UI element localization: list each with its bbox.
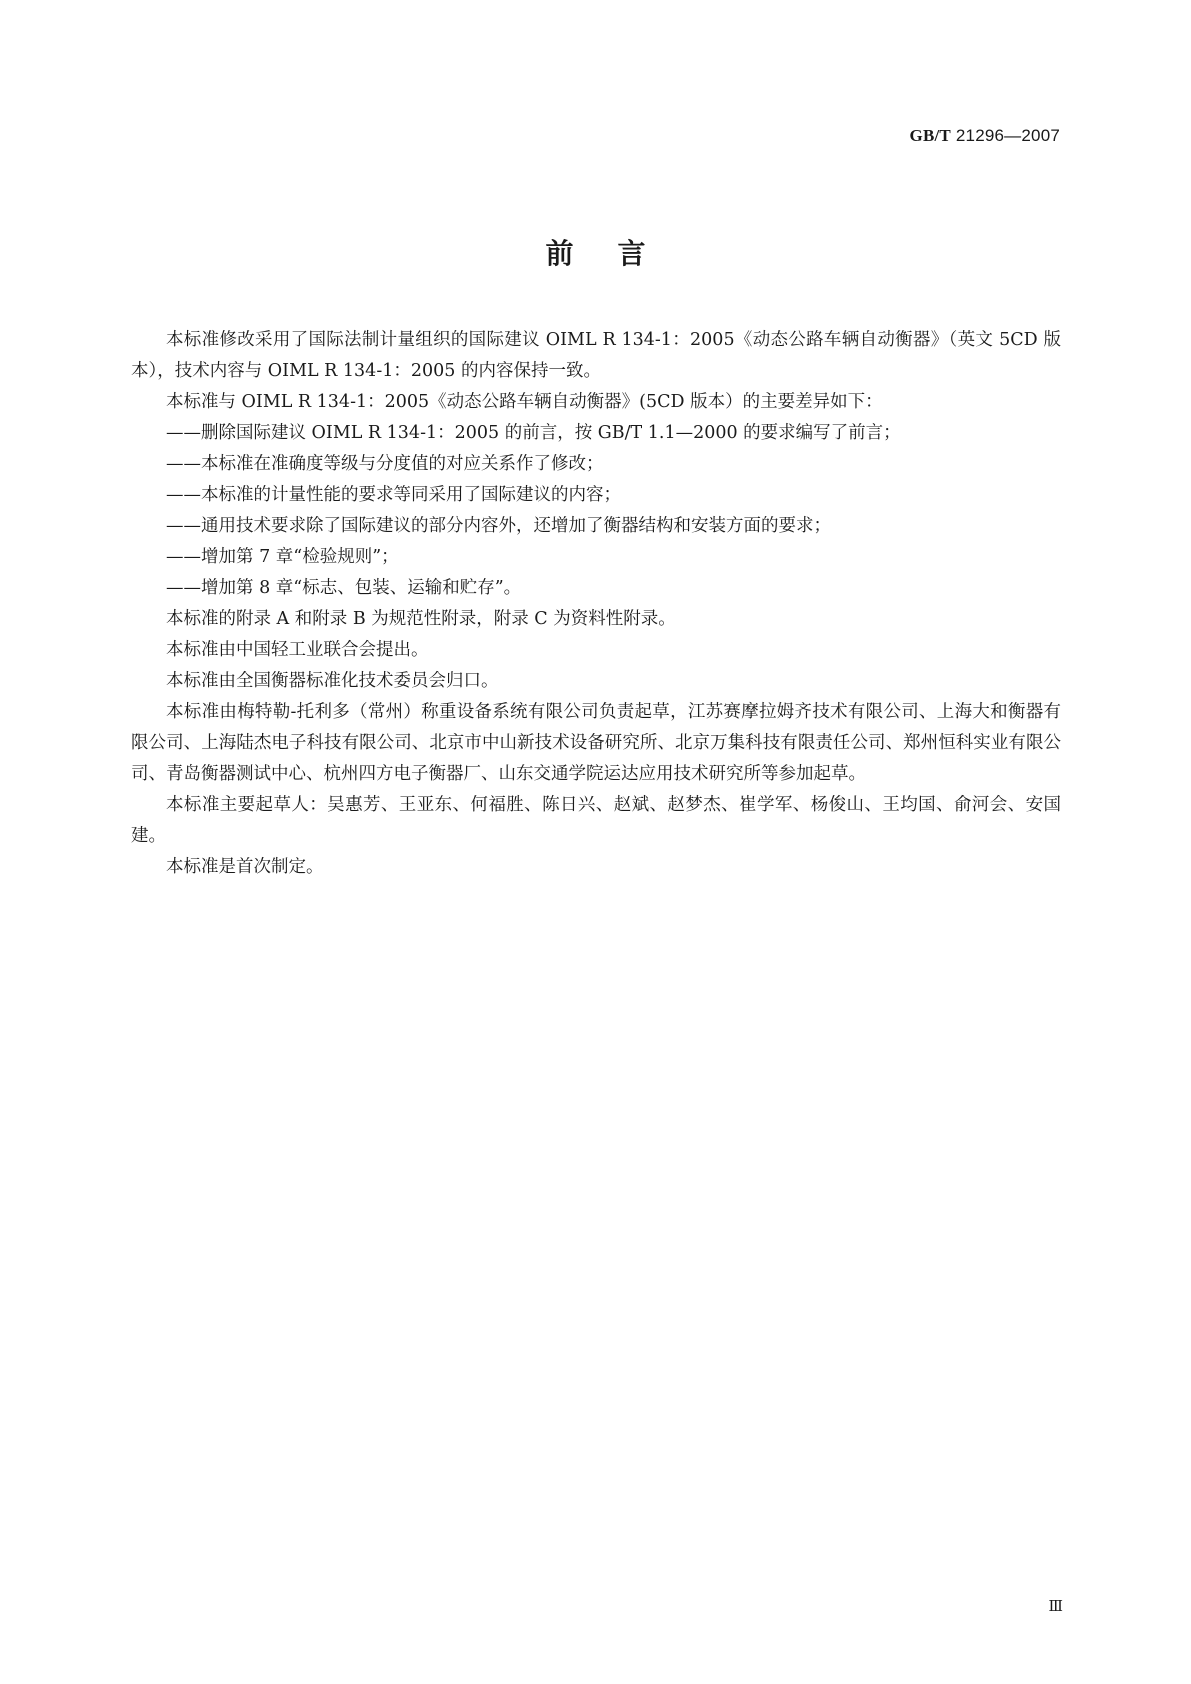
difference-item: ——本标准在准确度等级与分度值的对应关系作了修改； <box>166 454 604 474</box>
foreword-body <box>131 325 1061 883</box>
page-title: 前言 <box>545 237 690 270</box>
difference-item: ——通用技术要求除了国际建议的部分内容外，还增加了衡器结构和安装方面的要求； <box>166 516 831 536</box>
standard-prefix: GB/T <box>909 126 951 145</box>
paragraph-committee: 本标准由全国衡器标准化技术委员会归口。 <box>166 671 499 691</box>
standard-number <box>910 126 1060 146</box>
page-number: Ⅲ <box>1048 1599 1062 1615</box>
difference-item: ——增加第 7 章“检验规则”； <box>166 547 399 567</box>
difference-item: ——删除国际建议 OIML R 134-1：2005 的前言，按 GB/T 1.1—2000 的要求编写了前言； <box>166 423 901 443</box>
standard-code: 21296—2007 <box>950 126 1060 145</box>
paragraph-first-edition: 本标准是首次制定。 <box>166 857 324 877</box>
paragraph-differences-intro: 本标准与 OIML R 134-1：2005《动态公路车辆自动衡器》(5CD 版本）的主要差异如下： <box>166 392 883 412</box>
paragraph-annexes: 本标准的附录 A 和附录 B 为规范性附录，附录 C 为资料性附录。 <box>166 609 676 629</box>
paragraph-proposer: 本标准由中国轻工业联合会提出。 <box>166 640 429 660</box>
paragraph-drafting-units: 本标准由梅特勒-托利多（常州）称重设备系统有限公司负责起草，江苏赛摩拉姆齐技术有限公司、上海大和衡器有限公司、上海陆杰电子科技有限公司、北京市中山新技术设备研究所、北京万集科技有限责任公司、郑州恒科实业有限公司、青岛衡器测试中心、杭州四方电子衡器厂、山东交通学院运达应用技术研究所等参加起草。 <box>131 702 1061 784</box>
difference-item: ——本标准的计量性能的要求等同采用了国际建议的内容； <box>166 485 621 505</box>
paragraph-drafters: 本标准主要起草人：吴惠芳、王亚东、何福胜、陈日兴、赵斌、赵梦杰、崔学军、杨俊山、王均国、俞河会、安国建。 <box>131 795 1061 846</box>
paragraph-adoption: 本标准修改采用了国际法制计量组织的国际建议 OIML R 134-1：2005《动态公路车辆自动衡器》（英文 5CD 版本），技术内容与 OIML R 134-1：2005 的内容保持一致。 <box>131 330 1061 381</box>
difference-item: ——增加第 8 章“标志、包装、运输和贮存”。 <box>166 578 522 598</box>
